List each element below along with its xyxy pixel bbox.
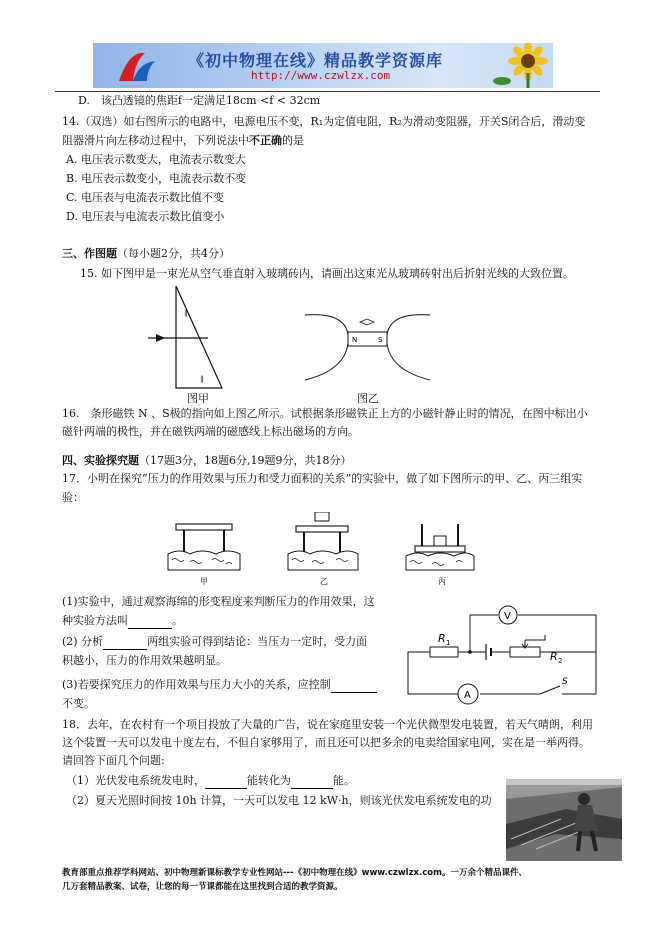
compass-needle-icon: [360, 319, 374, 325]
section-4-header: [62, 453, 351, 469]
svg-text:∥: ∥: [184, 309, 188, 317]
r1-subscript: 1: [446, 639, 451, 647]
banner-url[interactable]: http://www.czwlzx.com: [251, 69, 391, 82]
q18-sub1-blank-1[interactable]: [205, 777, 247, 789]
q16-line-2: 磁针两端的极性，并在磁铁两端的磁感线上标出磁场的方向。: [62, 425, 359, 438]
section-4-note: （17题3分，18题6分,19题9分，共18分）: [139, 454, 352, 467]
section-4-title: 四、实验探究题: [62, 454, 139, 467]
r2-subscript: 2: [558, 657, 563, 665]
q17-part3-text: (3)若要探究压力的作用效果与压力大小的关系，应控制: [62, 678, 331, 691]
voltmeter-label: V: [504, 611, 511, 622]
q14-emphasis: 不正确: [249, 134, 282, 147]
svg-text:∥: ∥: [200, 375, 204, 383]
q18-sub-1: [66, 773, 355, 789]
q17-part2-text-2: 两组实验可得到结论：当压力一定时，受力面: [147, 635, 368, 648]
site-logo-icon: [115, 47, 159, 85]
experiment-bing: [406, 524, 474, 570]
q18-line-1: 18．去年，在农村有一个项目投放了大量的广告，说在家庭里安装一个光伏微型发电装置，若天气晴朗，利用: [62, 718, 593, 731]
q17-part1-text: 种实验方法叫: [62, 614, 128, 627]
figure-jia-prism: [140, 283, 250, 393]
q14-option-d: D. 电压表与电流表示数比值变小: [66, 210, 225, 223]
r1-label: R: [438, 632, 446, 645]
header-divider: [55, 91, 600, 92]
q17-part2-text: (2) 分析: [62, 635, 104, 648]
q17-part3-line-2: 不变。: [62, 697, 95, 710]
figure-yi-caption: 图乙: [357, 392, 379, 405]
site-banner: [93, 43, 553, 88]
q14-stem-line-1: 14.（双选）如右图所示的电路中，电源电压不变，R₁为定值电阻，R₂为滑动变阻器，开关S闭合后，滑动变: [62, 115, 586, 128]
q17-part1-end: 。: [172, 614, 183, 627]
q16-line-1: 16. 条形磁铁 N 、S极的指向如上图乙所示。试根据条形磁铁正上方的小磁针静止时的情况，在图中标出小: [62, 407, 588, 420]
figure-yi-magnet: [300, 300, 435, 385]
banner-title: 《初中物理在线》精品教学资源库: [188, 51, 444, 70]
exp-jia-label: 甲: [200, 577, 208, 586]
circuit-diagram: [400, 600, 605, 710]
magnet-n-label: N: [352, 336, 358, 344]
q14-stem-line-2: [62, 133, 304, 149]
figure-jia-caption: 图甲: [187, 392, 209, 405]
footer-line-1: 教育部重点推荐学科网站、初中物理新课标教学专业性网站---《初中物理在线》www.czwlzx.com。一万余个精品课件、: [62, 868, 527, 878]
q18-sub-2: （2）夏天光照时间按 10h 计算，一天可以发电 12 kW·h，则该光伏发电系统发电的功: [66, 794, 492, 807]
q17-part3-line-1: [62, 677, 377, 693]
q17-part2-line-1: [62, 634, 367, 650]
q17-part2-line-2: 积越小，压力的作用效果越明显。: [62, 654, 227, 667]
section-3-title: 三、作图题: [62, 247, 117, 260]
q14-option-a: A. 电压表示数变大，电流表示数变大: [66, 153, 246, 166]
q18-sub1-blank-2[interactable]: [291, 777, 333, 789]
q18-line-2: 这个装置一天可以发电十度左右，不但自家够用了，而且还可以把多余的电卖给国家电网，实在是一举两得。: [62, 736, 590, 749]
q14-option-c: C. 电压表与电流表示数比值不变: [66, 191, 225, 204]
sunflower-icon: [488, 43, 553, 88]
q14-option-b: B. 电压表示数变小，电流表示数不变: [66, 172, 247, 185]
exp-yi-label: 乙: [320, 577, 328, 586]
q14-stem-end: 的是: [282, 134, 304, 147]
q13-option-d: D. 该凸透镜的焦距f一定满足18cm <f < 32cm: [78, 94, 321, 107]
q18-sub1-text: （1）光伏发电系统发电时，: [66, 774, 205, 787]
q17-stem-line-2: 验：: [62, 491, 84, 504]
experiment-figures: [160, 512, 480, 588]
q17-part2-blank[interactable]: [103, 638, 147, 650]
q14-stem-text: 阻器滑片向左移动过程中，下列说法中: [62, 134, 249, 147]
switch-label: S: [562, 677, 568, 687]
q17-part1-blank[interactable]: [128, 617, 172, 629]
experiment-jia: [168, 524, 240, 570]
q18-sub1-end: 能。: [333, 774, 355, 787]
q17-stem-line-1: 17．小明在探究“压力的作用效果与压力和受力面积的关系”的实验中，做了如下图所示的甲、乙、丙三组实: [62, 472, 583, 485]
section-3-note: （每小题2分，共4分）: [117, 247, 230, 260]
q17-part1-line-1: (1)实验中，通过观察海绵的形变程度来判断压力的作用效果，这: [62, 595, 375, 608]
magnet-s-label: S: [378, 336, 383, 344]
q15-stem: 15. 如下图甲是一束光从空气垂直射入玻璃砖内，请画出这束光从玻璃砖射出后折射光线的大致位置。: [80, 267, 574, 280]
q18-line-3: 请回答下面几个问题:: [62, 754, 165, 767]
experiment-yi: [288, 512, 358, 570]
exp-bing-label: 丙: [438, 577, 446, 586]
ammeter-label: A: [464, 690, 471, 701]
q17-part3-blank[interactable]: [331, 681, 377, 693]
q18-sub1-text-2: 能转化为: [247, 774, 291, 787]
footer-line-2: 几万套精品教案、试卷，让您的每一节课都能在这里找到合适的教学资源。: [62, 882, 343, 892]
section-3-header: [62, 246, 230, 262]
q17-part1-line-2: [62, 613, 183, 629]
solar-installation-photo: [506, 779, 622, 861]
r2-label: R: [550, 650, 558, 663]
